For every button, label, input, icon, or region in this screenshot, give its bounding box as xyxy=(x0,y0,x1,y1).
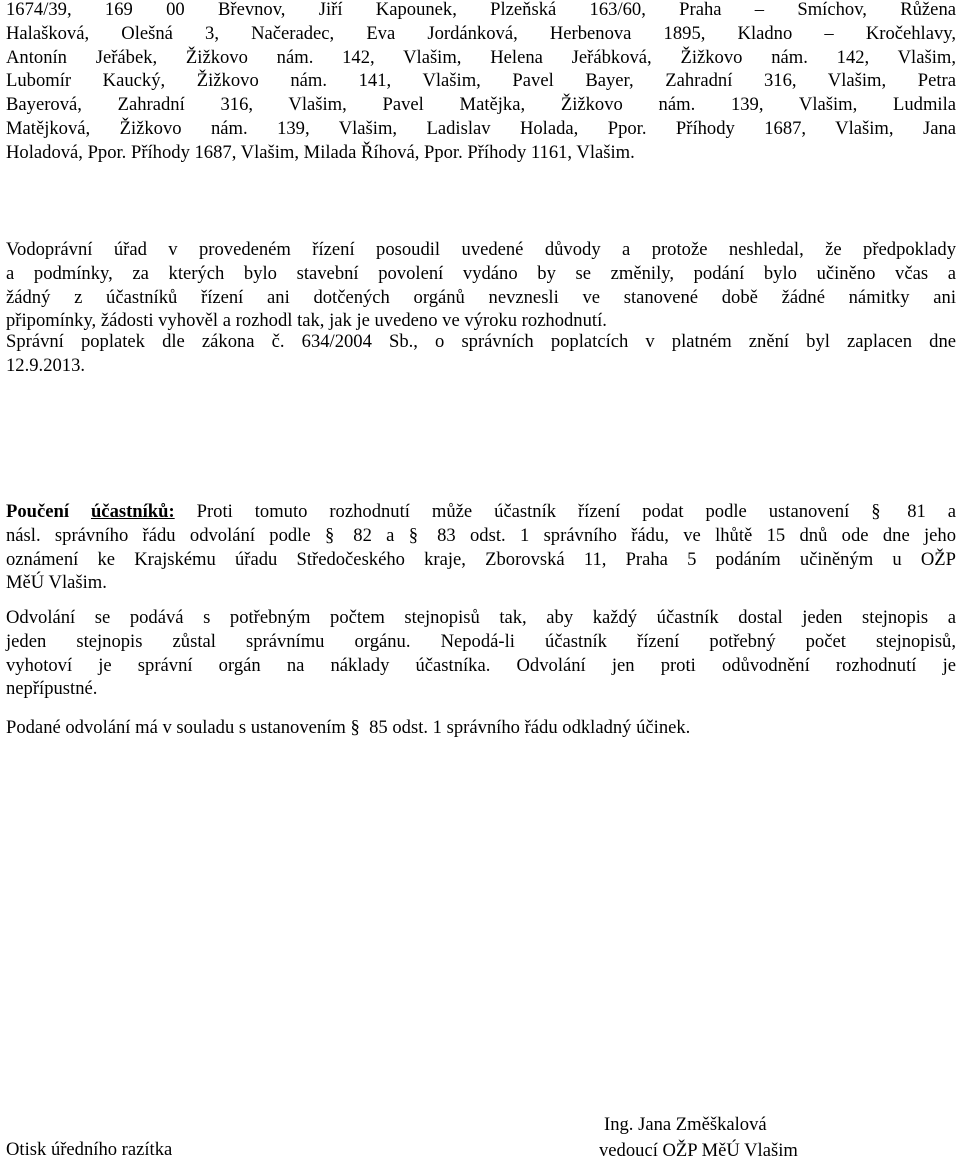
parties-line: Matějková, Žižkovo nám. 139, Vlašim, Ladislav Holada, Ppor. Příhody 1687, Vlašim, Jana xyxy=(6,117,956,139)
instruction-label-word: účastníků: xyxy=(90,501,175,522)
parties-line: 1674/39, 169 00 Břevnov, Jiří Kapounek, Plzeňská 163/60, Praha – Smíchov, Růžena xyxy=(6,0,956,20)
instruction-text: 83 odst. 1 správního řádu, ve lhůtě 15 dnů ode dne jeho xyxy=(437,524,957,546)
section-sign: § xyxy=(408,524,419,546)
reasoning-line: připomínky, žádosti vyhověl a rozhodl tak, jak je uvedeno ve výroku rozhodnutí. xyxy=(6,310,607,332)
parties-line: Lubomír Kaucký, Žižkovo nám. 141, Vlašim, Pavel Bayer, Zahradní 316, Vlašim, Petra xyxy=(6,70,956,92)
instruction-text: 81 a xyxy=(907,501,957,522)
fee-paragraph xyxy=(6,330,956,354)
signatory-title: vedoucí OŽP MěÚ Vlašim xyxy=(599,1140,798,1161)
section-sign: § xyxy=(350,717,360,738)
stamp-label: Otisk úředního razítka xyxy=(6,1139,173,1160)
fee-line: Správní poplatek dle zákona č. 634/2004 Sb., o správních poplatcích v platném znění byl zaplacen dne xyxy=(6,331,956,352)
instruction-line-3: oznámení ke Krajskému úřadu Středočeského kraje, Zborovská 11, Praha 5 podáním učiněným u OŽP xyxy=(6,548,956,570)
effect-text: Podané odvolání má v souladu s ustanovením xyxy=(6,717,346,738)
parties-line: Bayerová, Zahradní 316, Vlašim, Pavel Matějka, Žižkovo nám. 139, Vlašim, Ludmila xyxy=(6,94,956,116)
parties-line: Holadová, Ppor. Příhody 1687, Vlašim, Milada Říhová, Ppor. Příhody 1161, Vlašim. xyxy=(6,141,635,163)
parties-line: Halašková, Olešná 3, Načeradec, Eva Jordánková, Herbenova 1895, Kladno – Kročehlavy, xyxy=(6,22,956,44)
parties-line: Antonín Jeřábek, Žižkovo nám. 142, Vlašim, Helena Jeřábková, Žižkovo nám. 142, Vlašim, xyxy=(6,46,956,68)
reasoning-paragraph xyxy=(6,238,956,333)
appeal-line: Odvolání se podává s potřebným počtem stejnopisů tak, aby každý účastník dostal jeden stejnopis a xyxy=(6,607,956,628)
fee-date: 12.9.2013. xyxy=(6,355,86,376)
suspensive-effect-paragraph xyxy=(6,716,956,740)
appeal-copies-paragraph xyxy=(6,606,956,701)
document-page xyxy=(6,0,956,1162)
fee-date-paragraph xyxy=(6,354,956,378)
instruction-line-2 xyxy=(6,524,956,548)
reasoning-line: Vodoprávní úřad v provedeném řízení posoudil uvedené důvody a protože neshledal, že předpoklady xyxy=(6,239,956,260)
effect-line xyxy=(6,716,956,740)
reasoning-line: žádný z účastníků řízení ani dotčených orgánů nevznesli ve stanovené době žádné námitky ani xyxy=(6,286,956,308)
appeal-instruction-paragraph xyxy=(6,500,956,595)
effect-text: 85 odst. 1 správního řádu odkladný účinek. xyxy=(369,717,691,738)
section-sign: § xyxy=(324,524,335,546)
instruction-label-word: Poučení xyxy=(6,501,70,522)
appeal-line: jeden stejnopis zůstal správnímu orgánu. Nepodá-li účastník řízení potřebný počet stejnopisů, xyxy=(6,630,956,652)
instruction-label xyxy=(6,501,175,522)
appeal-line: vyhotoví je správní orgán na náklady účastníka. Odvolání jen proti odůvodnění rozhodnutí je xyxy=(6,654,956,676)
reasoning-line: a podmínky, za kterých bylo stavební povolení vydáno by se změnily, podání bylo učiněno včas a xyxy=(6,262,956,284)
instruction-text: Proti tomuto rozhodnutí může účastník řízení podat podle ustanovení xyxy=(196,501,850,522)
signatory-name: Ing. Jana Změškalová xyxy=(604,1114,767,1135)
instruction-text: násl. správního řádu odvolání podle xyxy=(6,524,311,546)
instruction-text: 82 a xyxy=(353,524,395,546)
appeal-line: nepřípustné. xyxy=(6,678,98,700)
instruction-line-1 xyxy=(6,500,956,524)
signature-block xyxy=(599,1112,798,1164)
section-sign: § xyxy=(871,501,881,522)
parties-list xyxy=(6,0,956,165)
instruction-line-4: MěÚ Vlašim. xyxy=(6,572,107,594)
